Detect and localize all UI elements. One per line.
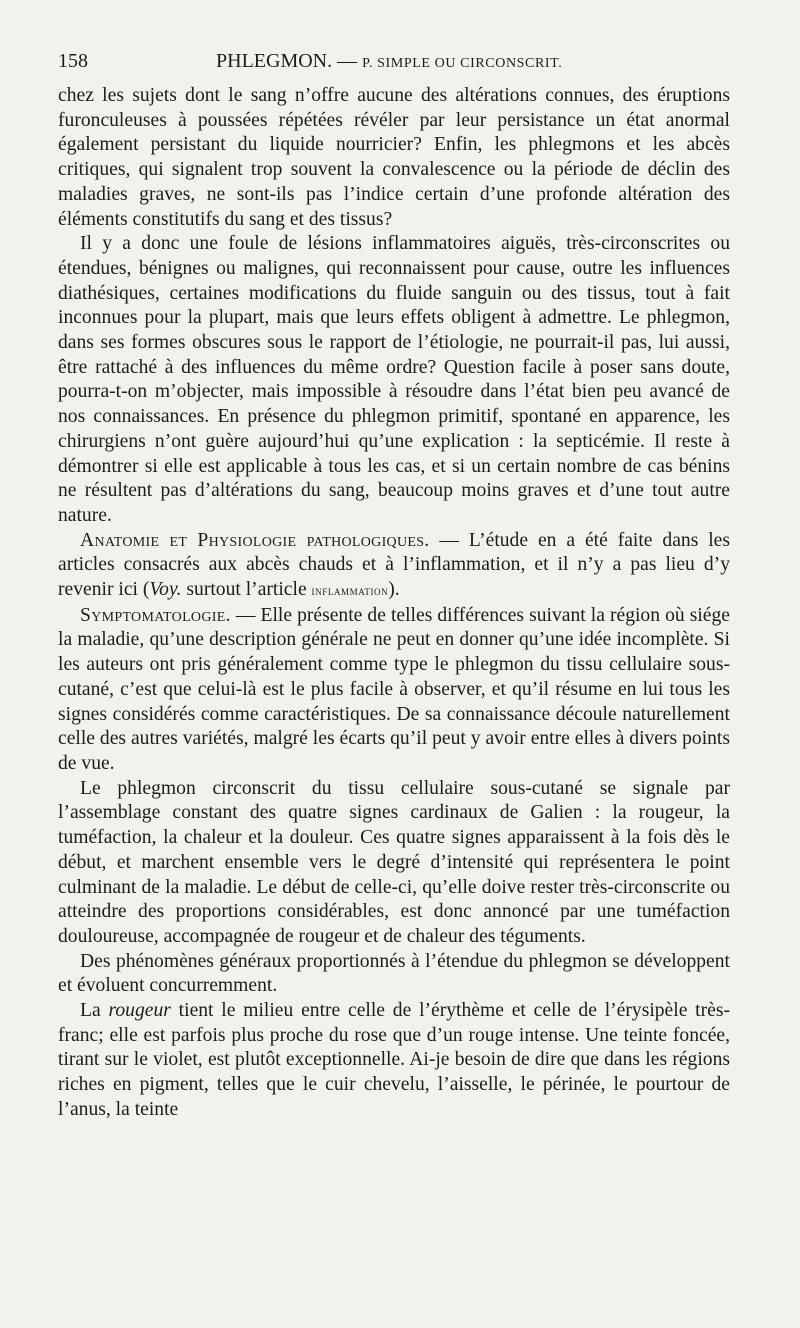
paragraph-continued: chez les sujets dont le sang n’offre aucune des altérations connues, des éruptions furonculeuses à poussées répétées révéler par leur persistance un état anormal également persistant du liquide nourricier? Enfin, les phlegmons et les abcès critiques, qui signalent trop souvent la convalescence ou la période de déclin des maladies graves, ne sont-ils pas l’indice certain d’une profonde altération des éléments constitutifs du sang et des tissus? xyxy=(58,85,730,230)
running-title-dash: — xyxy=(337,50,358,72)
symptomatology-text: — Elle présente de telles différences suivant la région où siége la maladie, qu’une description générale ne peut en donner qu’une idée incomplète. Si les auteurs ont pris généralement comme type le phlegmon du tissu cellulaire sous-cutané, c’est que celui-là est le plus facile à observer, et qu’il résume en lui tous les signes considérés comme caractéristiques. De sa connaissance découle naturellement celle des autres variétés, malgré les écarts qu’il peut y avoir entre elles à divers points de vue. xyxy=(58,604,730,774)
running-title-main: PHLEGMON. xyxy=(216,50,333,72)
section-heading-anatomy: Anatomie et Physiologie pathologiques. xyxy=(80,529,430,551)
paragraph-etiology: Il y a donc une foule de lésions inflammatoires aiguës, très-circonscrites ou étendues, bénignes ou malignes, qui reconnaissent pour cause, outre les influences diathésiques, certaines modifications du fluide sanguin ou des tissus, tout à fait inconnues pour la plupart, mais que leurs effets obligent à admettre. Le phlegmon, dans ses formes obscures sous le rapport de l’étiologie, ne pourrait-il pas, lui aussi, être rattaché à des influences du même ordre? Question facile à poser sans doute, pourra-t-on m’objecter, mais impossible à résoudre dans l’état bien peu avancé de nos connaissances. En présence du phlegmon primitif, spontané en apparence, les chirurgiens n’ont guère aujourd’hui qu’une explication : la septicémie. Il reste à démontrer si elle est applicable à tous les cas, et si un certain nombre de cas bénins ne résultent pas d’altérations du sang, beaucoup moins graves et d’une tout autre nature. xyxy=(58,233,730,526)
redness-term: rougeur xyxy=(108,1000,171,1022)
paragraph-symptomatology xyxy=(58,604,730,777)
body-text xyxy=(58,84,730,1123)
redness-text-after: tient le milieu entre celle de l’érythème et celle de l’érysipèle très-franc; elle est parfois plus proche du rose que d’un rouge intense. Une teinte foncée, tirant sur le violet, est plutôt exceptionnelle. Ai-je besoin de dire que dans les régions riches en pigment, telles que le cuir chevelu, l’aisselle, le périnée, le pourtour de l’anus, la teinte xyxy=(58,1000,730,1120)
section-heading-symptomatology: Symptomatologie. xyxy=(80,604,231,626)
cross-reference-inflammation: inflammation xyxy=(311,583,389,599)
paragraph-anatomy xyxy=(58,529,730,604)
anatomy-voy: Voy. xyxy=(149,579,182,601)
running-title-sub: P. SIMPLE OU CIRCONSCRIT. xyxy=(362,56,563,71)
paragraph-redness xyxy=(58,999,730,1123)
running-head xyxy=(58,48,730,74)
paragraph-cardinal-signs: Le phlegmon circonscrit du tissu cellulaire sous-cutané se signale par l’assemblage constant des quatre signes cardinaux de Galien : la rougeur, la tuméfaction, la chaleur et la douleur. Ces quatre signes apparaissent à la fois dès le début, et marchent ensemble vers le degré d’intensité qui représentera le point culminant de la maladie. Le début de celle-ci, qu’elle doive rester très-circonscrite ou atteindre des proportions considérables, est donc annoncé par une tuméfaction douloureuse, accompagnée de rougeur et de chaleur des téguments. xyxy=(58,777,730,947)
anatomy-text-middle: surtout l’article xyxy=(181,579,312,601)
anatomy-text-after: ). xyxy=(388,579,400,601)
paragraph-general-phenomena: Des phénomènes généraux proportionnés à l’étendue du phlegmon se développent et évoluent concurremment. xyxy=(58,950,730,997)
redness-text-before: La xyxy=(80,1000,109,1022)
page-number: 158 xyxy=(58,50,88,72)
running-title xyxy=(216,48,562,77)
anatomy-text-before: — L’étude en a été faite dans les articles consacrés aux abcès chauds et à l’inflammation, et il n’y a pas lieu d’y revenir ici ( xyxy=(58,529,731,601)
